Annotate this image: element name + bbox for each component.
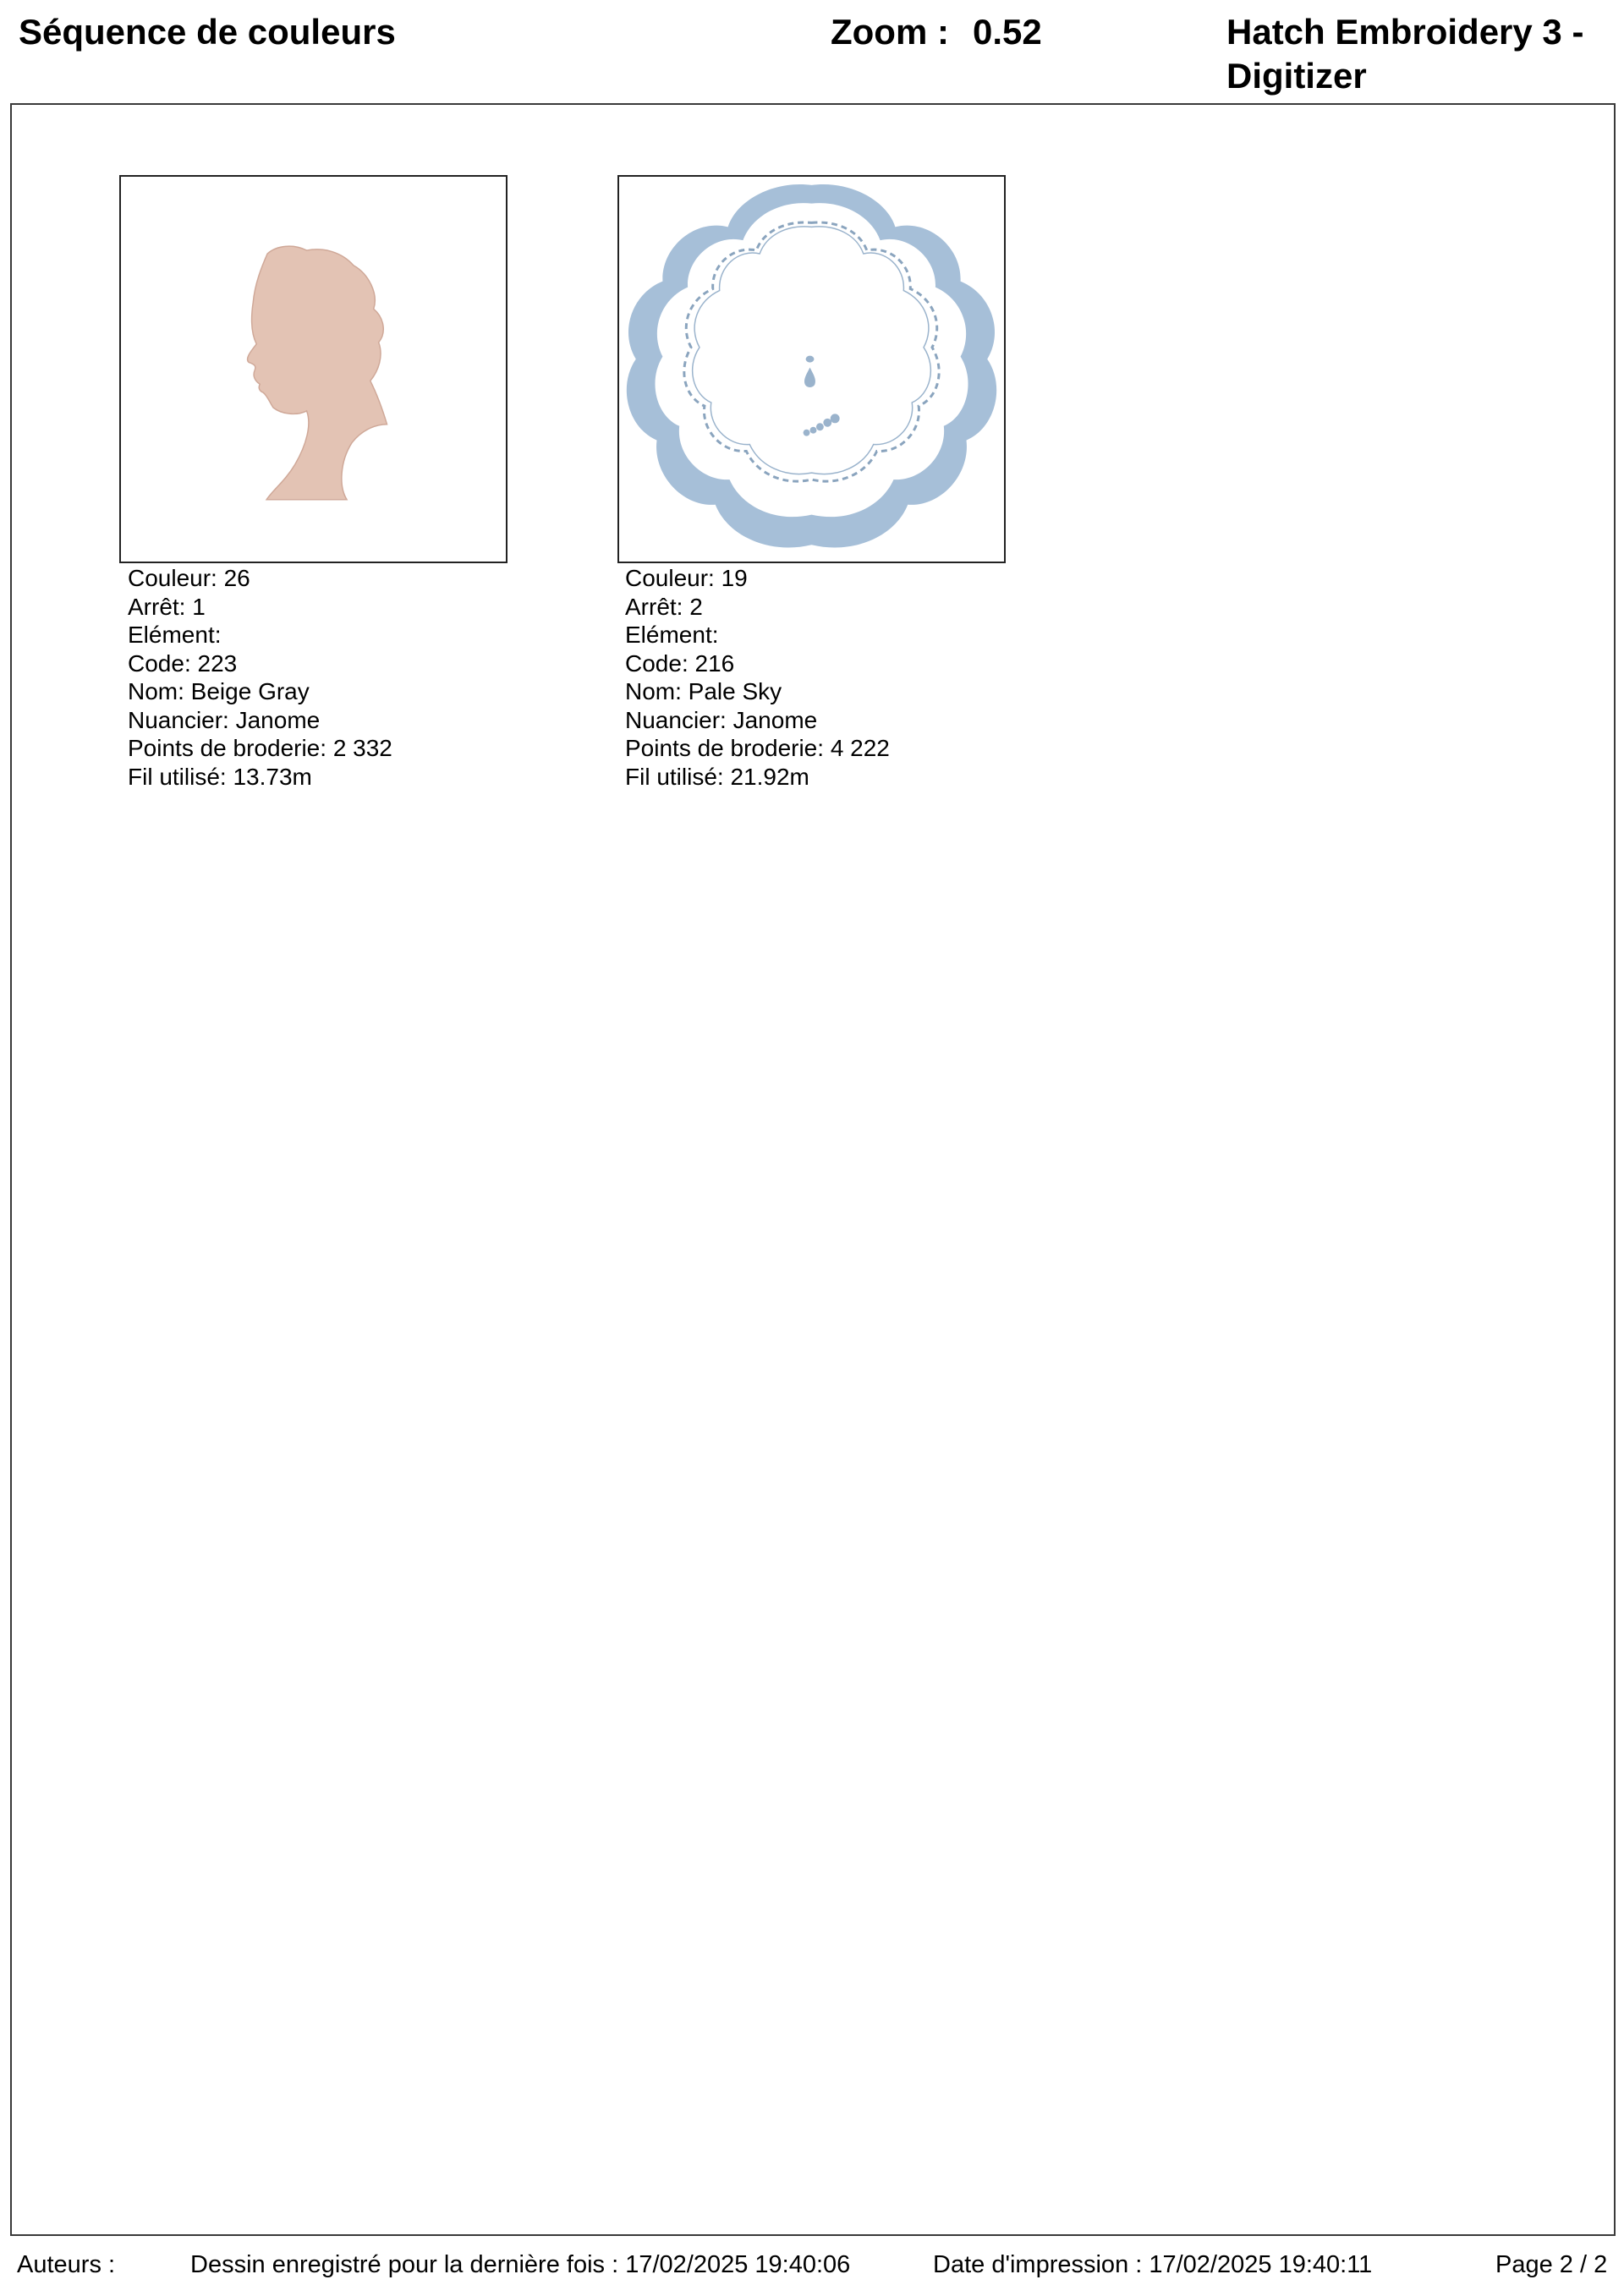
footer-page-number: Page 2 / 2 xyxy=(1495,2251,1608,2278)
zoom-value: 0.52 xyxy=(972,12,1042,52)
app-name xyxy=(1226,10,1616,98)
thread-code: Code: 223 xyxy=(128,649,238,677)
stop-number: Arrêt: 2 xyxy=(625,593,703,620)
scalloped-frame-icon xyxy=(619,177,1004,562)
app-name-line-2: Digitizer xyxy=(1226,56,1367,96)
thread-name: Nom: Pale Sky xyxy=(625,678,782,704)
color-number: Couleur: 26 xyxy=(128,565,250,591)
zoom-label: Zoom : xyxy=(831,12,949,52)
thread-code: Code: 216 xyxy=(625,649,735,677)
color-number: Couleur: 19 xyxy=(625,565,748,591)
silhouette-profile-icon xyxy=(121,177,506,562)
thread-used: Fil utilisé: 21.92m xyxy=(625,763,809,790)
stitch-count: Points de broderie: 4 222 xyxy=(625,735,890,761)
color-info-2 xyxy=(625,564,890,791)
zoom-indicator xyxy=(831,10,1042,54)
element-label: Elément: xyxy=(625,622,719,648)
app-name-line-1: Hatch Embroidery 3 - xyxy=(1226,12,1584,52)
color-thumbnail-2 xyxy=(617,175,1006,563)
stitch-count: Points de broderie: 2 332 xyxy=(128,735,392,761)
thread-used: Fil utilisé: 13.73m xyxy=(128,763,312,790)
color-info-1 xyxy=(128,564,392,791)
thread-chart: Nuancier: Janome xyxy=(625,706,818,733)
color-thumbnail-1 xyxy=(119,175,508,563)
footer-print-date: Date d'impression : 17/02/2025 19:40:11 xyxy=(933,2251,1373,2278)
element-label: Elément: xyxy=(128,622,222,648)
thread-name: Nom: Beige Gray xyxy=(128,678,310,704)
thread-chart: Nuancier: Janome xyxy=(128,706,321,733)
page-title: Séquence de couleurs xyxy=(19,12,396,52)
footer-authors: Auteurs : xyxy=(17,2251,116,2278)
footer-last-saved: Dessin enregistré pour la dernière fois : 17/02/2025 19:40:06 xyxy=(190,2251,851,2278)
stop-number: Arrêt: 1 xyxy=(128,593,206,620)
